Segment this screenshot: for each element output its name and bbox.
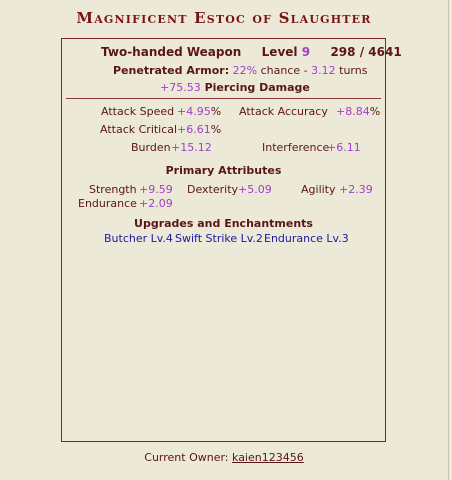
upgrades-heading: Upgrades and Enchantments <box>134 217 313 230</box>
strength-label: Strength <box>89 183 137 196</box>
dexterity-value: +5.09 <box>238 183 272 196</box>
burden-label: Burden <box>131 141 171 154</box>
attributes-heading: Primary Attributes <box>165 164 282 177</box>
turns-label: turns <box>339 64 368 77</box>
attack-critical-value-group: +6.61% <box>177 123 222 136</box>
divider <box>66 98 381 99</box>
penetrated-label: Penetrated Armor <box>113 64 225 77</box>
attack-speed-value: +4.95 <box>177 105 211 118</box>
xp-separator: / <box>359 45 365 59</box>
upgrade-endurance: Endurance Lv.3 <box>264 232 349 245</box>
interference-value: +6.11 <box>327 141 361 154</box>
level-value: 9 <box>301 45 311 59</box>
item-type: Two-handed Weapon <box>101 45 242 59</box>
attack-speed-label: Attack Speed <box>101 105 175 118</box>
penetrated-turns: 3.12 <box>311 64 336 77</box>
upgrade-butcher: Butcher Lv.4 <box>104 232 173 245</box>
damage-label: Piercing Damage <box>204 81 310 94</box>
penetrated-armor-line: Penetrated Armor: 22% chance - 3.12 turns <box>113 64 368 77</box>
chance-label: chance <box>260 64 301 77</box>
attack-accuracy-label: Attack Accuracy <box>239 105 328 118</box>
attack-critical-value: +6.61 <box>177 123 211 136</box>
attack-speed-value-group: +4.95% <box>177 105 222 118</box>
xp-max: 4641 <box>368 45 402 59</box>
endurance-value: +2.09 <box>139 197 173 210</box>
agility-value: +2.39 <box>339 183 373 196</box>
item-header-line <box>101 45 402 59</box>
agility-label: Agility <box>301 183 336 196</box>
damage-line <box>160 81 310 94</box>
attack-critical-label: Attack Critical <box>100 123 178 136</box>
strength-value: +9.59 <box>139 183 173 196</box>
attack-accuracy-value-group: +8.84% <box>336 105 381 118</box>
upgrade-swift-strike: Swift Strike Lv.2 <box>175 232 263 245</box>
item-title: Magnificent Estoc of Slaughter <box>76 9 372 27</box>
dexterity-label: Dexterity <box>187 183 239 196</box>
penetrated-chance: 22% <box>232 64 258 77</box>
window-edge <box>448 0 449 480</box>
owner-label: Current Owner: <box>144 451 229 464</box>
xp-current: 298 <box>330 45 356 59</box>
burden-value: +15.12 <box>171 141 212 154</box>
endurance-label: Endurance <box>78 197 137 210</box>
attack-accuracy-value: +8.84 <box>336 105 370 118</box>
interference-label: Interference <box>262 141 330 154</box>
damage-value: +75.53 <box>160 81 201 94</box>
level-label: Level <box>261 45 298 59</box>
item-card <box>61 38 402 442</box>
owner-line <box>0 451 448 464</box>
owner-name-link[interactable]: kaien123456 <box>232 451 304 464</box>
